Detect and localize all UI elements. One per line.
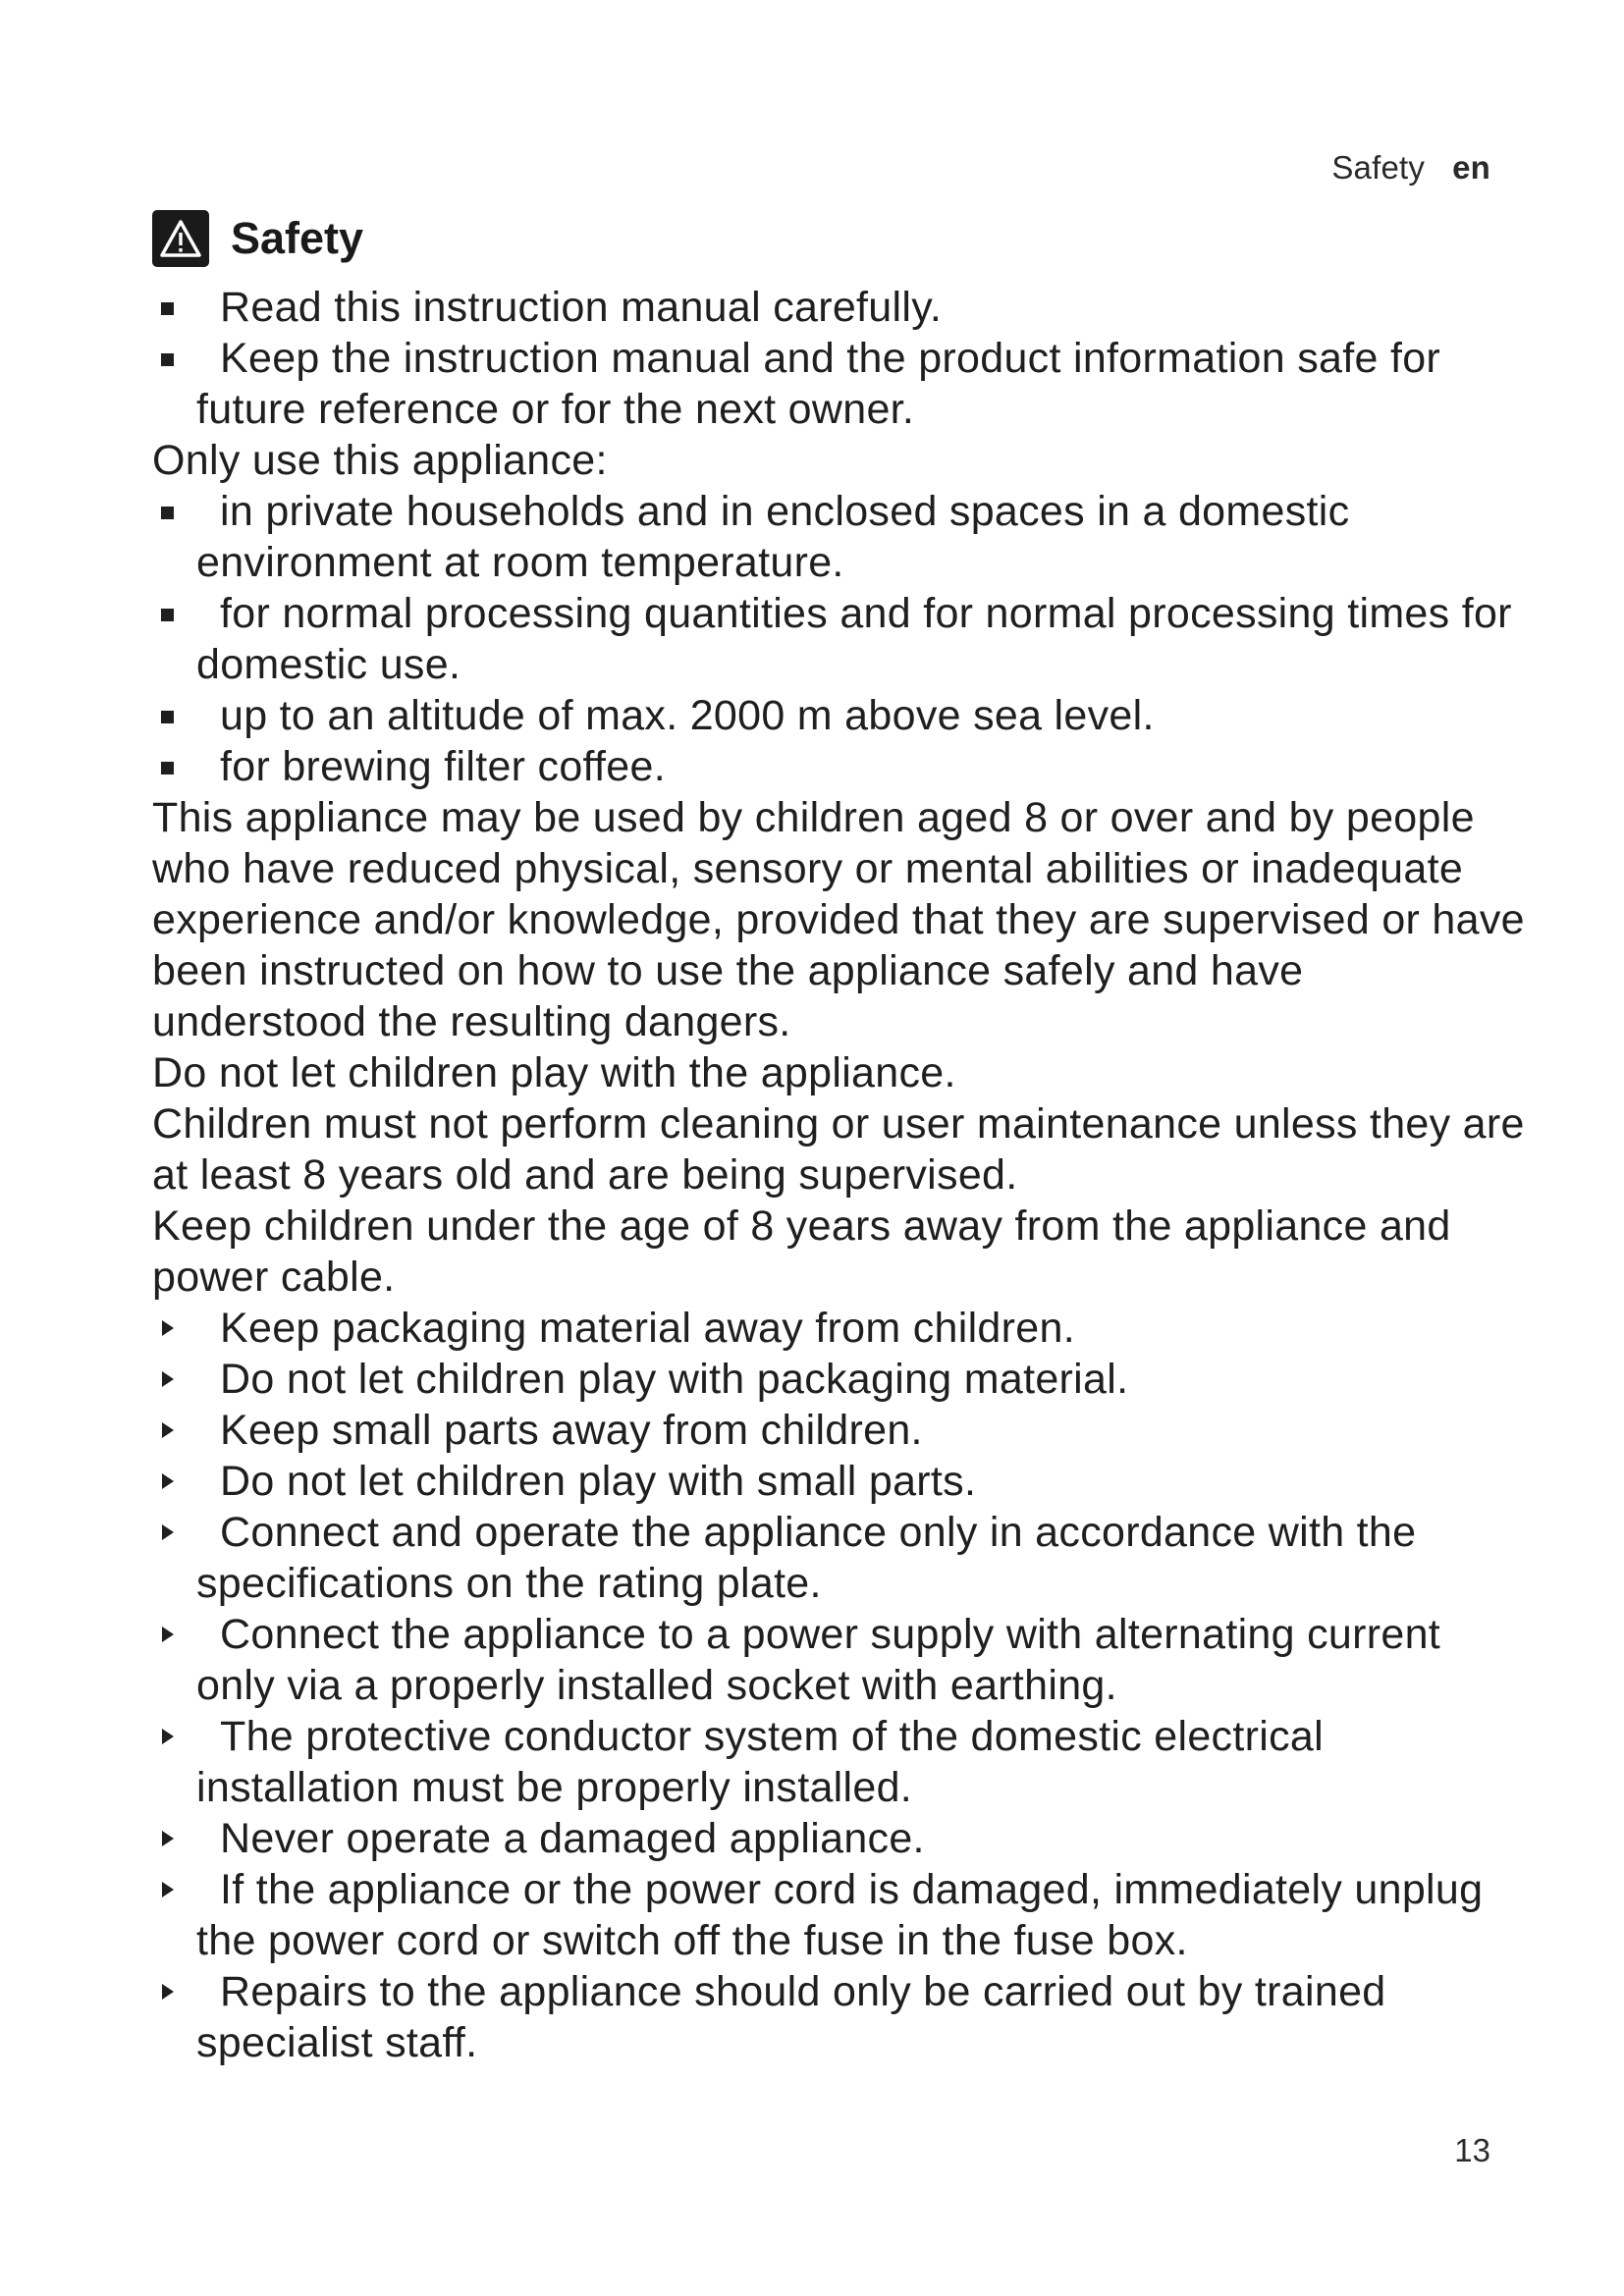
safety-content	[152, 282, 1527, 2068]
header-language-label: en	[1452, 149, 1490, 186]
action-item	[152, 1813, 1527, 1864]
list-item-text: in private households and in enclosed spaces in a domestic environment at room temperature.	[196, 488, 1350, 586]
warning-triangle-icon	[152, 210, 209, 267]
action-item-text: Do not let children play with small parts.	[220, 1458, 977, 1505]
action-item	[152, 1405, 1527, 1456]
action-item	[152, 1456, 1527, 1507]
children-paragraph: Keep children under the age of 8 years away from the appliance and power cable.	[152, 1202, 1451, 1301]
children-paragraph: This appliance may be used by children aged 8 or over and by people who have reduced physical, sensory or mental abilities or inadequate experience and/or knowledge, provided that they are supervised or have been instructed on how to use the appliance safely and have understood the resulting dangers.	[152, 794, 1525, 1045]
list-item-text: for normal processing quantities and for normal processing times for domestic use.	[196, 590, 1512, 688]
action-item	[152, 1609, 1527, 1711]
action-item-text: Keep packaging material away from children.	[220, 1305, 1075, 1352]
action-item-text: If the appliance or the power cord is damaged, immediately unplug the power cord or switch off the fuse in the fuse box.	[196, 1866, 1484, 1964]
action-item	[152, 1864, 1527, 1966]
list-item	[152, 333, 1527, 435]
list-item-text: up to an altitude of max. 2000 m above sea level.	[220, 692, 1155, 739]
list-item-text: Keep the instruction manual and the product information safe for future reference or for the next owner.	[196, 335, 1441, 433]
action-item	[152, 1966, 1527, 2068]
action-item	[152, 1354, 1527, 1405]
children-paragraph: Do not let children play with the appliance.	[152, 1049, 956, 1096]
action-item	[152, 1303, 1527, 1354]
use-intro: Only use this appliance:	[152, 437, 608, 484]
action-item-text: Connect the appliance to a power supply with alternating current only via a properly installed socket with earthing.	[196, 1611, 1441, 1709]
page-title: Safety	[231, 213, 364, 263]
list-item	[152, 741, 1527, 792]
action-item-text: The protective conductor system of the domestic electrical installation must be properly installed.	[196, 1713, 1324, 1811]
list-item	[152, 486, 1527, 588]
list-item	[152, 690, 1527, 741]
list-item-text: for brewing filter coffee.	[220, 743, 666, 790]
action-item	[152, 1711, 1527, 1813]
list-item	[152, 588, 1527, 690]
section-title-row	[152, 210, 363, 267]
action-item-text: Repairs to the appliance should only be carried out by trained specialist staff.	[196, 1968, 1386, 2066]
list-item	[152, 282, 1527, 333]
action-item-text: Connect and operate the appliance only in accordance with the specifications on the rating plate.	[196, 1509, 1417, 1607]
action-item	[152, 1507, 1527, 1609]
action-item-text: Never operate a damaged appliance.	[220, 1815, 925, 1862]
action-item-text: Do not let children play with packaging material.	[220, 1356, 1129, 1403]
children-paragraph: Children must not perform cleaning or user maintenance unless they are at least 8 years old and are being supervised.	[152, 1100, 1525, 1199]
action-item-text: Keep small parts away from children.	[220, 1407, 923, 1454]
page-number: 13	[1454, 2132, 1490, 2168]
running-header	[1331, 149, 1490, 187]
list-item-text: Read this instruction manual carefully.	[220, 284, 943, 331]
header-section-label: Safety	[1331, 149, 1426, 186]
